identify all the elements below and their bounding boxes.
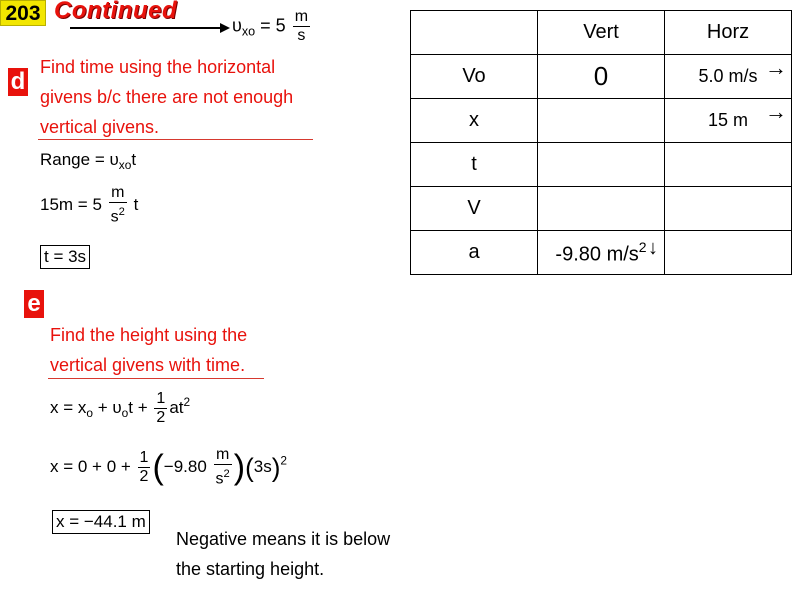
vert-cell: -9.80 $m/s^2$ ↓ bbox=[538, 231, 665, 275]
table-row bbox=[411, 187, 792, 231]
vert-cell bbox=[538, 143, 665, 187]
part-d-marker: d bbox=[8, 68, 28, 96]
horz-cell: 5.0 m/s → bbox=[665, 55, 792, 99]
part-e-instruction bbox=[50, 320, 247, 380]
vert-cell bbox=[538, 187, 665, 231]
part-d-instruction bbox=[40, 52, 293, 142]
vert-cell: 0 bbox=[538, 55, 665, 99]
table-row bbox=[411, 55, 792, 99]
note-line: Negative means it is below bbox=[176, 529, 391, 549]
arrow-right-icon: → bbox=[765, 55, 787, 80]
instruction-line: vertical givens with time. bbox=[50, 355, 246, 375]
part-d-substitution: 15m = 5 $\frac{m}{s^2}$ t bbox=[40, 184, 139, 226]
part-d-divider bbox=[38, 139, 313, 140]
arrow-right-icon bbox=[70, 20, 230, 34]
arrow-down-icon: ↓ bbox=[648, 237, 658, 259]
note-line: the starting height. bbox=[176, 559, 325, 579]
row-label: t bbox=[411, 143, 538, 187]
table-header-cell bbox=[411, 11, 538, 55]
instruction-line: givens b/c there are not enough bbox=[40, 87, 294, 107]
part-e-divider bbox=[48, 378, 264, 379]
table-row bbox=[411, 143, 792, 187]
table-row bbox=[411, 99, 792, 143]
part-e-substitution: x = 0 + 0 + $\frac{1}{2}$ (−9.80 $\frac{m}{s^2}$ )$(3s)^2$ bbox=[50, 446, 288, 488]
row-label: x bbox=[411, 99, 538, 143]
instruction-line: Find the height using the bbox=[50, 325, 248, 345]
part-e-marker: e bbox=[24, 290, 44, 318]
table-row bbox=[411, 231, 792, 275]
row-label: a bbox=[411, 231, 538, 275]
table-header-row bbox=[411, 11, 792, 55]
part-d-answer: t = 3s bbox=[40, 245, 90, 269]
row-label: V bbox=[411, 187, 538, 231]
horz-cell: 15 m → bbox=[665, 99, 792, 143]
arrow-right-icon: → bbox=[765, 99, 787, 124]
slide-number-badge: 203 bbox=[0, 0, 46, 26]
part-e-note bbox=[176, 524, 390, 584]
part-e-kinematic-equation: $x = x_o + \upsilon_ot$ + $\frac{1}{2}$ $at^2$ bbox=[50, 390, 191, 426]
initial-velocity-equation: $\upsilon_{xo} = 5$ $\frac{m}{s}$ bbox=[232, 8, 309, 44]
part-d-range-equation: Range = $\upsilon_{xo}t$ bbox=[40, 150, 137, 173]
table-header-cell: Horz bbox=[665, 11, 792, 55]
instruction-line: vertical givens. bbox=[40, 117, 160, 137]
slide-title: Continued bbox=[54, 0, 178, 24]
horz-cell bbox=[665, 143, 792, 187]
horz-cell bbox=[665, 187, 792, 231]
instruction-line: Find time using the horizontal bbox=[40, 57, 276, 77]
vert-cell bbox=[538, 99, 665, 143]
part-e-answer: x = −44.1 m bbox=[52, 510, 150, 534]
horz-cell bbox=[665, 231, 792, 275]
row-label: Vo bbox=[411, 55, 538, 99]
givens-table bbox=[410, 10, 792, 275]
table-header-cell: Vert bbox=[538, 11, 665, 55]
